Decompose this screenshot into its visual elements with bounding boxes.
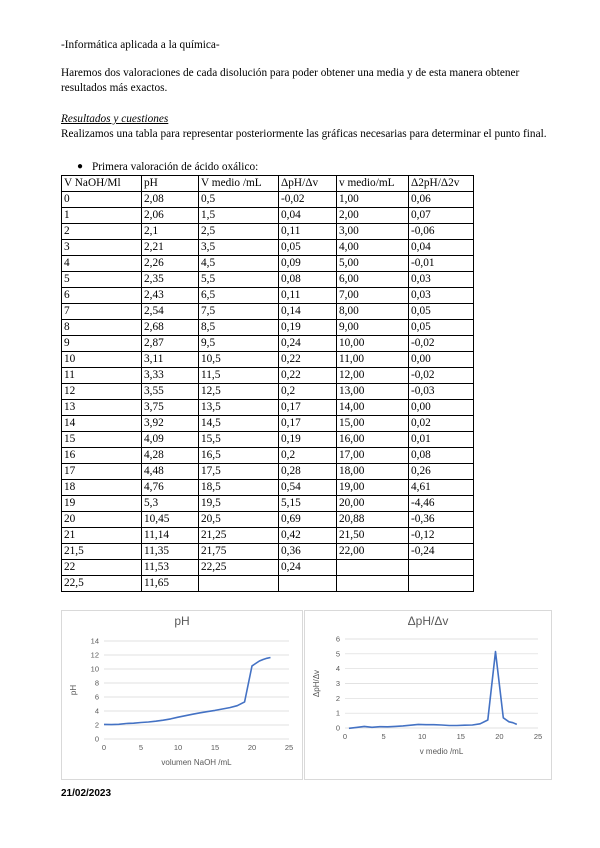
table-cell: 11,5 [199, 368, 279, 384]
table-cell: 0,17 [279, 400, 337, 416]
table-cell: 19,5 [199, 496, 279, 512]
table-cell: 22,5 [62, 576, 142, 592]
table-cell: 21,50 [337, 528, 409, 544]
table-cell: 15,00 [337, 416, 409, 432]
table-cell [337, 560, 409, 576]
y-tick-label: 4 [335, 664, 340, 674]
table-cell: 0,24 [279, 560, 337, 576]
table-cell: 3,92 [142, 416, 199, 432]
table-cell: 4,61 [409, 480, 474, 496]
derivative-chart [304, 610, 552, 780]
table-row [62, 272, 474, 288]
table-cell: 22,25 [199, 560, 279, 576]
table-cell: 0,54 [279, 480, 337, 496]
table-cell: 0,14 [279, 304, 337, 320]
table-row [62, 560, 474, 576]
table-cell: 0,17 [279, 416, 337, 432]
table-cell: 21,75 [199, 544, 279, 560]
table-cell: 5,5 [199, 272, 279, 288]
table-cell: -0,01 [409, 256, 474, 272]
table-cell: 21,25 [199, 528, 279, 544]
table-cell: 5 [62, 272, 142, 288]
table-row [62, 304, 474, 320]
table-cell: 15,5 [199, 432, 279, 448]
table-cell: 0,02 [409, 416, 474, 432]
y-tick-label: 5 [335, 649, 340, 659]
table-cell: 14,00 [337, 400, 409, 416]
header-cell: ΔpH/Δv [279, 176, 337, 192]
table-cell: 6 [62, 288, 142, 304]
table-row [62, 336, 474, 352]
table-cell: 16,5 [199, 448, 279, 464]
table-cell: 5,15 [279, 496, 337, 512]
y-tick-label: 2 [335, 693, 340, 703]
table-row [62, 208, 474, 224]
table-cell [409, 576, 474, 592]
table-cell [199, 576, 279, 592]
table-cell: 11,35 [142, 544, 199, 560]
table-cell: 17 [62, 464, 142, 480]
table-cell: 11,14 [142, 528, 199, 544]
table-cell: 0,69 [279, 512, 337, 528]
table-cell: 0,5 [199, 192, 279, 208]
table-cell: 4,28 [142, 448, 199, 464]
table-row [62, 576, 474, 592]
table-cell: 0,36 [279, 544, 337, 560]
table-cell: 3,11 [142, 352, 199, 368]
x-tick-label: 0 [101, 743, 107, 752]
x-tick-label: 0 [342, 732, 348, 741]
table-cell: 16 [62, 448, 142, 464]
table-cell: 8 [62, 320, 142, 336]
table-cell: 2,68 [142, 320, 199, 336]
header-cell: V medio /mL [199, 176, 279, 192]
table-cell: 2,5 [199, 224, 279, 240]
ph-chart-svg [62, 611, 302, 779]
y-tick-label: 6 [335, 634, 340, 644]
table-cell: 0,24 [279, 336, 337, 352]
x-tick-label: 20 [495, 732, 504, 741]
table-cell: 9 [62, 336, 142, 352]
table-cell: 0,00 [409, 352, 474, 368]
table-cell: 0,2 [279, 448, 337, 464]
table-cell: 0,03 [409, 288, 474, 304]
table-cell: 0,07 [409, 208, 474, 224]
table-cell: 3,33 [142, 368, 199, 384]
table-cell: -0,02 [409, 368, 474, 384]
table-cell: 10 [62, 352, 142, 368]
table-cell: 11 [62, 368, 142, 384]
table-cell: 22,00 [337, 544, 409, 560]
table-cell: -0,03 [409, 384, 474, 400]
bullet-item: Primera valoración de ácido oxálico: [92, 161, 259, 173]
table-cell: 20,88 [337, 512, 409, 528]
y-axis-label: ΔpH/Δv [312, 669, 321, 698]
table-cell: 19 [62, 496, 142, 512]
table-cell: 15 [62, 432, 142, 448]
table-cell: 9,00 [337, 320, 409, 336]
table-cell: 0,42 [279, 528, 337, 544]
table-cell: 2 [62, 224, 142, 240]
table-cell: 21 [62, 528, 142, 544]
table-cell: -0,36 [409, 512, 474, 528]
table-cell: 13,5 [199, 400, 279, 416]
table-cell: 8,5 [199, 320, 279, 336]
table-cell: 22 [62, 560, 142, 576]
table-cell: -0,24 [409, 544, 474, 560]
x-tick-label: 15 [456, 732, 465, 741]
table-cell: 2,87 [142, 336, 199, 352]
table-row [62, 288, 474, 304]
table-cell: 0,2 [279, 384, 337, 400]
chart-title: ΔpH/Δv [407, 614, 449, 628]
table-cell: 0,22 [279, 352, 337, 368]
table-cell: 0,06 [409, 192, 474, 208]
x-tick-label: 20 [247, 743, 257, 752]
table-cell: 8,00 [337, 304, 409, 320]
table-cell: 4,00 [337, 240, 409, 256]
table-cell: 2,21 [142, 240, 199, 256]
table-cell: 0,19 [279, 432, 337, 448]
table-row [62, 384, 474, 400]
table-cell: 14 [62, 416, 142, 432]
table-cell: 0,11 [279, 224, 337, 240]
y-tick-label: 6 [94, 692, 99, 702]
table-cell: 4,5 [199, 256, 279, 272]
table-row [62, 192, 474, 208]
table-cell: 11,53 [142, 560, 199, 576]
table-cell: 2,54 [142, 304, 199, 320]
table-cell: 0,22 [279, 368, 337, 384]
section-title: Resultados y cuestiones [61, 113, 169, 125]
intro-paragraph: Haremos dos valoraciones de cada disolución para poder obtener una media y de esta manera obtener resultados más exactos. [61, 67, 520, 94]
table-row [62, 368, 474, 384]
table-cell: 11,00 [337, 352, 409, 368]
table-cell: 4,48 [142, 464, 199, 480]
table-cell: 13,00 [337, 384, 409, 400]
table-row [62, 352, 474, 368]
table-cell: 0,26 [409, 464, 474, 480]
y-tick-label: 12 [90, 650, 99, 660]
table-cell: 10,45 [142, 512, 199, 528]
table-cell: 2,43 [142, 288, 199, 304]
y-axis-label: pH [69, 684, 78, 696]
x-axis-label: v medio /mL [419, 747, 464, 756]
table-cell: 0,09 [279, 256, 337, 272]
table-row [62, 464, 474, 480]
table-cell: 11,65 [142, 576, 199, 592]
table-cell: 0,08 [409, 448, 474, 464]
table-cell: 18 [62, 480, 142, 496]
table-cell: 14,5 [199, 416, 279, 432]
y-tick-label: 3 [335, 679, 340, 688]
table-cell: 0,19 [279, 320, 337, 336]
y-tick-label: 10 [90, 664, 99, 674]
header-cell: Δ2pH/Δ2v [409, 176, 474, 192]
table-cell: 7,00 [337, 288, 409, 304]
table-cell: 21,5 [62, 544, 142, 560]
bullet-dot-icon: ● [77, 161, 84, 172]
table-cell: 5,00 [337, 256, 409, 272]
x-tick-label: 15 [210, 743, 220, 752]
table-cell: 16,00 [337, 432, 409, 448]
document-heading: -Informática aplicada a la química- [61, 39, 220, 51]
table-cell: 13 [62, 400, 142, 416]
y-tick-label: 0 [335, 723, 340, 733]
table-cell: 20,5 [199, 512, 279, 528]
table-row [62, 240, 474, 256]
table-cell: 0,05 [279, 240, 337, 256]
table-cell: 12,00 [337, 368, 409, 384]
ph-chart [61, 610, 303, 780]
table-cell [409, 560, 474, 576]
table-row [62, 256, 474, 272]
x-tick-label: 10 [173, 743, 183, 752]
table-cell: 3,5 [199, 240, 279, 256]
table-row [62, 320, 474, 336]
table-cell: 2,08 [142, 192, 199, 208]
table-cell: 4 [62, 256, 142, 272]
table-row [62, 544, 474, 560]
table-row [62, 512, 474, 528]
header-cell: pH [142, 176, 199, 192]
x-tick-label: 10 [418, 732, 427, 741]
table-cell: 17,5 [199, 464, 279, 480]
table-cell: 0,11 [279, 288, 337, 304]
table-cell: 20,00 [337, 496, 409, 512]
table-cell: 2,35 [142, 272, 199, 288]
x-tick-label: 25 [533, 732, 543, 741]
table-cell: 19,00 [337, 480, 409, 496]
chart-title: pH [174, 614, 190, 628]
table-cell: 0,04 [279, 208, 337, 224]
table-row [62, 416, 474, 432]
series-line [104, 658, 271, 725]
table-cell: 3 [62, 240, 142, 256]
table-cell: 0,28 [279, 464, 337, 480]
table-cell: -4,46 [409, 496, 474, 512]
header-cell: V NaOH/Ml [62, 176, 142, 192]
table-row [62, 448, 474, 464]
table-cell: 0,00 [409, 400, 474, 416]
table-cell: 0,05 [409, 304, 474, 320]
table-row [62, 528, 474, 544]
x-tick-label: 25 [284, 743, 294, 752]
footer-date: 21/02/2023 [61, 788, 112, 799]
y-tick-label: 14 [90, 636, 99, 646]
table-cell: 1,5 [199, 208, 279, 224]
table-cell: 3,00 [337, 224, 409, 240]
table-cell: -0,02 [279, 192, 337, 208]
titration-table [61, 175, 474, 592]
table-cell: 5,3 [142, 496, 199, 512]
y-tick-label: 8 [94, 678, 99, 688]
table-cell: 0,03 [409, 272, 474, 288]
table-cell: 1,00 [337, 192, 409, 208]
x-tick-label: 5 [138, 743, 144, 752]
table-row [62, 480, 474, 496]
y-tick-label: 1 [335, 708, 340, 718]
table-cell: 3,75 [142, 400, 199, 416]
table-cell: 2,1 [142, 224, 199, 240]
table-row [62, 224, 474, 240]
x-axis-label: volumen NaOH /mL [161, 758, 232, 767]
table-header-row [62, 176, 474, 192]
table-cell: 12 [62, 384, 142, 400]
table-cell: 3,55 [142, 384, 199, 400]
table-cell: 9,5 [199, 336, 279, 352]
table-cell: 2,26 [142, 256, 199, 272]
table-cell: 6,5 [199, 288, 279, 304]
table-cell: 0,08 [279, 272, 337, 288]
table-row [62, 400, 474, 416]
table-cell [279, 576, 337, 592]
table-cell: 18,00 [337, 464, 409, 480]
header-cell: v medio/mL [337, 176, 409, 192]
table-cell: 0,05 [409, 320, 474, 336]
section-paragraph: Realizamos una tabla para representar posteriormente las gráficas necesarias para determinar el punto final. [61, 128, 547, 140]
table-cell: 4,76 [142, 480, 199, 496]
table-body [62, 192, 474, 592]
y-tick-label: 0 [94, 734, 99, 744]
table-cell: 18,5 [199, 480, 279, 496]
table-cell: 17,00 [337, 448, 409, 464]
y-tick-label: 4 [94, 706, 99, 716]
table-cell: 4,09 [142, 432, 199, 448]
table-cell: 10,5 [199, 352, 279, 368]
table-cell: 2,00 [337, 208, 409, 224]
table-cell: 2,06 [142, 208, 199, 224]
table-cell: 10,00 [337, 336, 409, 352]
x-tick-label: 5 [381, 732, 386, 741]
table-cell: 20 [62, 512, 142, 528]
table-cell: 0 [62, 192, 142, 208]
table-cell: 0,01 [409, 432, 474, 448]
table-cell: 6,00 [337, 272, 409, 288]
table-cell [337, 576, 409, 592]
table-cell: -0,02 [409, 336, 474, 352]
table-row [62, 432, 474, 448]
series-line [349, 652, 517, 729]
table-cell: -0,12 [409, 528, 474, 544]
table-cell: 12,5 [199, 384, 279, 400]
table-cell: 7,5 [199, 304, 279, 320]
y-tick-label: 2 [94, 720, 99, 730]
derivative-chart-svg [305, 611, 551, 779]
table-row [62, 496, 474, 512]
table-cell: 0,04 [409, 240, 474, 256]
table-cell: 7 [62, 304, 142, 320]
table-cell: -0,06 [409, 224, 474, 240]
table-cell: 1 [62, 208, 142, 224]
